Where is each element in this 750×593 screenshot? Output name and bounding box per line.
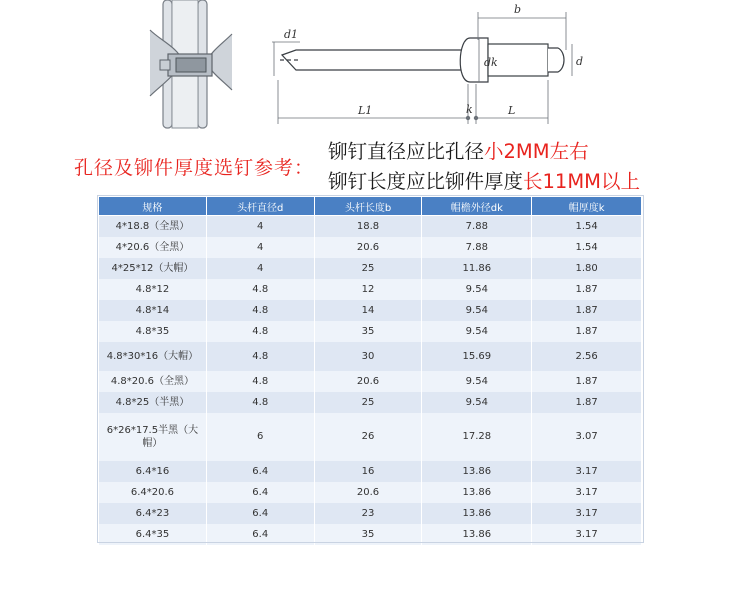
cell-d: 4 — [206, 237, 314, 258]
header-spec: 规格 — [99, 197, 207, 216]
cell-d: 4.8 — [206, 392, 314, 413]
cell-spec: 4.8*35 — [99, 321, 207, 342]
cell-d: 6.4 — [206, 461, 314, 482]
cell-k: 3.17 — [532, 524, 642, 545]
cell-b: 16 — [314, 461, 422, 482]
table-row — [99, 371, 642, 392]
spec-table-header-row — [99, 197, 642, 216]
table-row — [99, 524, 642, 545]
cell-b: 23 — [314, 503, 422, 524]
cell-d: 4.8 — [206, 279, 314, 300]
cell-spec: 6.4*16 — [99, 461, 207, 482]
label-b: b — [514, 3, 522, 16]
installed-rivet-illustration — [150, 0, 232, 128]
cell-b: 18.8 — [314, 216, 422, 237]
cell-dk: 9.54 — [422, 321, 532, 342]
table-row — [99, 413, 642, 461]
cell-spec: 4*20.6（全黑） — [99, 237, 207, 258]
cell-d: 4.8 — [206, 342, 314, 371]
cell-b: 20.6 — [314, 371, 422, 392]
cell-spec: 6.4*20.6 — [99, 482, 207, 503]
cell-dk: 9.54 — [422, 300, 532, 321]
table-row — [99, 503, 642, 524]
cell-spec: 4*25*12（大帽） — [99, 258, 207, 279]
header-head-diameter: 帽檐外径dk — [422, 197, 532, 216]
label-k: k — [466, 103, 473, 116]
reference-line-2 — [328, 167, 640, 197]
cell-dk: 17.28 — [422, 413, 532, 461]
cell-spec: 6*26*17.5半黑（大帽） — [99, 413, 207, 461]
spec-table — [98, 196, 642, 545]
cell-d: 4 — [206, 258, 314, 279]
cell-d: 6.4 — [206, 503, 314, 524]
cell-k: 3.07 — [532, 413, 642, 461]
label-d: d — [576, 55, 584, 68]
cell-k: 1.87 — [532, 392, 642, 413]
cell-dk: 9.54 — [422, 279, 532, 300]
table-row — [99, 321, 642, 342]
reference-line-1 — [328, 137, 640, 167]
cell-d: 4.8 — [206, 371, 314, 392]
cell-spec: 4.8*25（半黑） — [99, 392, 207, 413]
cell-spec: 6.4*35 — [99, 524, 207, 545]
cell-d: 6.4 — [206, 524, 314, 545]
cell-k: 2.56 — [532, 342, 642, 371]
cell-b: 14 — [314, 300, 422, 321]
cell-k: 3.17 — [532, 482, 642, 503]
label-l1: L1 — [358, 104, 373, 117]
table-row — [99, 461, 642, 482]
reference-line-1-highlight: 小2MM左右 — [484, 140, 589, 163]
cell-dk: 15.69 — [422, 342, 532, 371]
reference-line-2-prefix: 铆钉长度应比铆件厚度 — [328, 170, 524, 193]
cell-dk: 13.86 — [422, 524, 532, 545]
cell-k: 1.54 — [532, 216, 642, 237]
label-dk: dk — [484, 56, 498, 69]
reference-line-1-prefix: 铆钉直径应比孔径 — [328, 140, 485, 163]
table-row — [99, 258, 642, 279]
cell-spec: 4.8*30*16（大帽） — [99, 342, 207, 371]
cell-b: 25 — [314, 258, 422, 279]
cell-k: 1.87 — [532, 279, 642, 300]
label-d1: d1 — [284, 28, 299, 41]
cell-k: 1.80 — [532, 258, 642, 279]
cell-k: 1.54 — [532, 237, 642, 258]
cell-dk: 11.86 — [422, 258, 532, 279]
header-diameter: 头杆直径d — [206, 197, 314, 216]
table-row — [99, 482, 642, 503]
rivet-diagram — [0, 0, 750, 140]
cell-spec: 4.8*12 — [99, 279, 207, 300]
cell-k: 3.17 — [532, 503, 642, 524]
header-length: 头杆长度b — [314, 197, 422, 216]
table-row — [99, 300, 642, 321]
cell-b: 25 — [314, 392, 422, 413]
cell-dk: 7.88 — [422, 237, 532, 258]
cell-k: 1.87 — [532, 371, 642, 392]
cell-d: 4.8 — [206, 300, 314, 321]
cell-spec: 4*18.8（全黑） — [99, 216, 207, 237]
cell-dk: 13.86 — [422, 503, 532, 524]
cell-dk: 7.88 — [422, 216, 532, 237]
rivet-dimension-drawing — [280, 38, 564, 82]
cell-d: 6.4 — [206, 482, 314, 503]
table-row — [99, 342, 642, 371]
label-L: L — [508, 104, 516, 117]
cell-b: 12 — [314, 279, 422, 300]
cell-b: 35 — [314, 524, 422, 545]
reference-label: 孔径及铆件厚度选钉参考： — [74, 157, 315, 179]
cell-k: 1.87 — [532, 321, 642, 342]
cell-b: 26 — [314, 413, 422, 461]
table-row — [99, 216, 642, 237]
cell-b: 20.6 — [314, 237, 422, 258]
cell-dk: 13.86 — [422, 482, 532, 503]
table-row — [99, 279, 642, 300]
cell-dk: 13.86 — [422, 461, 532, 482]
cell-d: 4.8 — [206, 321, 314, 342]
cell-b: 35 — [314, 321, 422, 342]
table-row — [99, 237, 642, 258]
cell-dk: 9.54 — [422, 392, 532, 413]
cell-spec: 4.8*14 — [99, 300, 207, 321]
header-head-thickness: 帽厚度k — [532, 197, 642, 216]
cell-spec: 6.4*23 — [99, 503, 207, 524]
cell-d: 6 — [206, 413, 314, 461]
cell-spec: 4.8*20.6（全黑） — [99, 371, 207, 392]
cell-dk: 9.54 — [422, 371, 532, 392]
reference-line-2-highlight: 长11MM以上 — [523, 170, 640, 193]
table-row — [99, 392, 642, 413]
cell-d: 4 — [206, 216, 314, 237]
cell-k: 3.17 — [532, 461, 642, 482]
reference-lines — [328, 137, 640, 197]
cell-b: 20.6 — [314, 482, 422, 503]
cell-b: 30 — [314, 342, 422, 371]
cell-k: 1.87 — [532, 300, 642, 321]
